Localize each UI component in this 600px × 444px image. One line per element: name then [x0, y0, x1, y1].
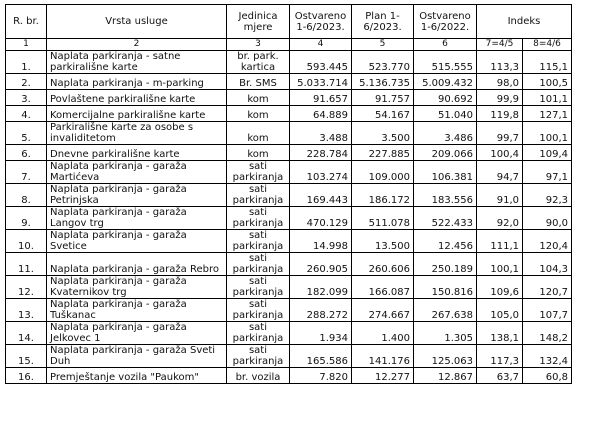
index-vs-2022-cell: 100,1 [523, 122, 572, 145]
table-row [6, 184, 572, 207]
unit-of-measure-cell: sati parkiranja [227, 184, 290, 207]
plan-2023-cell: 1.400 [352, 322, 414, 345]
realized-2023-cell: 593.445 [290, 51, 352, 74]
plan-2023-cell: 3.500 [352, 122, 414, 145]
table-row [6, 51, 572, 74]
index-vs-plan-cell: 98,0 [477, 74, 523, 90]
col-number: 2 [47, 39, 227, 51]
realized-2022-cell: 12.867 [414, 368, 477, 384]
unit-of-measure-cell: kom [227, 145, 290, 161]
index-vs-plan-cell: 138,1 [477, 322, 523, 345]
realized-2023-cell: 288.272 [290, 299, 352, 322]
unit-of-measure-cell: sati parkiranja [227, 299, 290, 322]
header-indeks: Indeks [477, 5, 572, 39]
row-number-cell: 16. [6, 368, 47, 384]
services-table [5, 4, 572, 384]
index-vs-plan-cell: 63,7 [477, 368, 523, 384]
plan-2023-cell: 523.770 [352, 51, 414, 74]
realized-2022-cell: 150.816 [414, 276, 477, 299]
realized-2023-cell: 7.820 [290, 368, 352, 384]
service-type-cell: Parkirališne karte za osobe s invaliditetom [47, 122, 227, 145]
service-type-cell: Naplata parkiranja - m-parking [47, 74, 227, 90]
plan-2023-cell: 511.078 [352, 207, 414, 230]
index-vs-plan-cell: 100,1 [477, 253, 523, 276]
plan-2023-cell: 166.087 [352, 276, 414, 299]
realized-2022-cell: 250.189 [414, 253, 477, 276]
row-number-cell: 1. [6, 51, 47, 74]
realized-2023-cell: 64.889 [290, 106, 352, 122]
table-row [6, 106, 572, 122]
table-row [6, 253, 572, 276]
header-row [6, 5, 572, 39]
realized-2022-cell: 12.456 [414, 230, 477, 253]
row-number-cell: 12. [6, 276, 47, 299]
realized-2023-cell: 14.998 [290, 230, 352, 253]
col-number: 5 [352, 39, 414, 51]
services-table-wrapper [5, 4, 572, 384]
table-row [6, 299, 572, 322]
header-plan-2023: Plan 1-6/2023. [352, 5, 414, 39]
header-rbr: R. br. [6, 5, 47, 39]
index-vs-2022-cell: 120,7 [523, 276, 572, 299]
service-type-cell: Naplata parkiranja - garaža Kvaternikov trg [47, 276, 227, 299]
column-number-row [6, 39, 572, 51]
realized-2022-cell: 125.063 [414, 345, 477, 368]
index-vs-2022-cell: 132,4 [523, 345, 572, 368]
realized-2022-cell: 106.381 [414, 161, 477, 184]
service-type-cell: Dnevne parkirališne karte [47, 145, 227, 161]
row-number-cell: 15. [6, 345, 47, 368]
service-type-cell: Naplata parkiranja - garaža Martićeva [47, 161, 227, 184]
index-vs-plan-cell: 119,8 [477, 106, 523, 122]
index-vs-plan-cell: 94,7 [477, 161, 523, 184]
row-number-cell: 9. [6, 207, 47, 230]
table-row [6, 207, 572, 230]
index-vs-plan-cell: 117,3 [477, 345, 523, 368]
unit-of-measure-cell: sati parkiranja [227, 253, 290, 276]
col-number: 1 [6, 39, 47, 51]
unit-of-measure-cell: sati parkiranja [227, 161, 290, 184]
index-vs-plan-cell: 105,0 [477, 299, 523, 322]
plan-2023-cell: 274.667 [352, 299, 414, 322]
unit-of-measure-cell: sati parkiranja [227, 322, 290, 345]
plan-2023-cell: 109.000 [352, 161, 414, 184]
row-number-cell: 8. [6, 184, 47, 207]
index-vs-2022-cell: 120,4 [523, 230, 572, 253]
plan-2023-cell: 91.757 [352, 90, 414, 106]
plan-2023-cell: 227.885 [352, 145, 414, 161]
index-vs-plan-cell: 100,4 [477, 145, 523, 161]
plan-2023-cell: 13.500 [352, 230, 414, 253]
realized-2022-cell: 515.555 [414, 51, 477, 74]
header-jedinica-mjere: Jedinica mjere [227, 5, 290, 39]
realized-2023-cell: 103.274 [290, 161, 352, 184]
index-vs-plan-cell: 91,0 [477, 184, 523, 207]
col-number: 3 [227, 39, 290, 51]
col-number: 8=4/6 [523, 39, 572, 51]
header-vrsta-usluge: Vrsta usluge [47, 5, 227, 39]
header-ostvareno-2022: Ostvareno 1-6/2022. [414, 5, 477, 39]
table-row [6, 276, 572, 299]
service-type-cell: Naplata parkiranja - garaža Petrinjska [47, 184, 227, 207]
realized-2023-cell: 169.443 [290, 184, 352, 207]
service-type-cell: Komercijalne parkirališne karte [47, 106, 227, 122]
realized-2022-cell: 51.040 [414, 106, 477, 122]
service-type-cell: Naplata parkiranja - garaža Jelkovec 1 [47, 322, 227, 345]
realized-2023-cell: 182.099 [290, 276, 352, 299]
realized-2022-cell: 267.638 [414, 299, 477, 322]
table-row [6, 322, 572, 345]
row-number-cell: 13. [6, 299, 47, 322]
plan-2023-cell: 12.277 [352, 368, 414, 384]
service-type-cell: Naplata parkiranja - garaža Tuškanac [47, 299, 227, 322]
unit-of-measure-cell: sati parkiranja [227, 276, 290, 299]
service-type-cell: Naplata parkiranja - garaža Langov trg [47, 207, 227, 230]
table-body [6, 51, 572, 384]
col-number: 7=4/5 [477, 39, 523, 51]
realized-2023-cell: 470.129 [290, 207, 352, 230]
realized-2022-cell: 522.433 [414, 207, 477, 230]
header-ostvareno-2023: Ostvareno 1-6/2023. [290, 5, 352, 39]
realized-2023-cell: 3.488 [290, 122, 352, 145]
index-vs-plan-cell: 113,3 [477, 51, 523, 74]
index-vs-plan-cell: 99,9 [477, 90, 523, 106]
row-number-cell: 6. [6, 145, 47, 161]
service-type-cell: Naplata parkiranja - garaža Svetice [47, 230, 227, 253]
unit-of-measure-cell: kom [227, 90, 290, 106]
unit-of-measure-cell: kom [227, 122, 290, 145]
realized-2023-cell: 5.033.714 [290, 74, 352, 90]
service-type-cell: Naplata parkiranja - garaža Sveti Duh [47, 345, 227, 368]
col-number: 4 [290, 39, 352, 51]
unit-of-measure-cell: sati parkiranja [227, 207, 290, 230]
col-number: 6 [414, 39, 477, 51]
index-vs-plan-cell: 99,7 [477, 122, 523, 145]
realized-2023-cell: 91.657 [290, 90, 352, 106]
row-number-cell: 7. [6, 161, 47, 184]
plan-2023-cell: 186.172 [352, 184, 414, 207]
table-row [6, 161, 572, 184]
plan-2023-cell: 5.136.735 [352, 74, 414, 90]
index-vs-2022-cell: 101,1 [523, 90, 572, 106]
service-type-cell: Premještanje vozila "Paukom" [47, 368, 227, 384]
table-row [6, 74, 572, 90]
realized-2022-cell: 5.009.432 [414, 74, 477, 90]
index-vs-plan-cell: 92,0 [477, 207, 523, 230]
plan-2023-cell: 260.606 [352, 253, 414, 276]
realized-2022-cell: 183.556 [414, 184, 477, 207]
row-number-cell: 11. [6, 253, 47, 276]
row-number-cell: 2. [6, 74, 47, 90]
index-vs-2022-cell: 109,4 [523, 145, 572, 161]
table-row [6, 145, 572, 161]
index-vs-2022-cell: 100,5 [523, 74, 572, 90]
unit-of-measure-cell: Br. SMS [227, 74, 290, 90]
realized-2023-cell: 1.934 [290, 322, 352, 345]
index-vs-2022-cell: 127,1 [523, 106, 572, 122]
table-row [6, 368, 572, 384]
realized-2023-cell: 228.784 [290, 145, 352, 161]
index-vs-2022-cell: 90,0 [523, 207, 572, 230]
index-vs-2022-cell: 104,3 [523, 253, 572, 276]
unit-of-measure-cell: sati parkiranja [227, 230, 290, 253]
index-vs-plan-cell: 109,6 [477, 276, 523, 299]
realized-2023-cell: 260.905 [290, 253, 352, 276]
table-row [6, 122, 572, 145]
row-number-cell: 4. [6, 106, 47, 122]
index-vs-2022-cell: 148,2 [523, 322, 572, 345]
table-row [6, 230, 572, 253]
unit-of-measure-cell: kom [227, 106, 290, 122]
index-vs-2022-cell: 115,1 [523, 51, 572, 74]
unit-of-measure-cell: br. park. kartica [227, 51, 290, 74]
index-vs-2022-cell: 92,3 [523, 184, 572, 207]
index-vs-2022-cell: 107,7 [523, 299, 572, 322]
index-vs-plan-cell: 111,1 [477, 230, 523, 253]
row-number-cell: 3. [6, 90, 47, 106]
row-number-cell: 5. [6, 122, 47, 145]
service-type-cell: Naplata parkiranja - garaža Rebro [47, 253, 227, 276]
plan-2023-cell: 54.167 [352, 106, 414, 122]
index-vs-2022-cell: 97,1 [523, 161, 572, 184]
unit-of-measure-cell: sati parkiranja [227, 345, 290, 368]
table-row [6, 345, 572, 368]
service-type-cell: Naplata parkiranja - satne parkirališne karte [47, 51, 227, 74]
unit-of-measure-cell: br. vozila [227, 368, 290, 384]
realized-2023-cell: 165.586 [290, 345, 352, 368]
realized-2022-cell: 3.486 [414, 122, 477, 145]
table-row [6, 90, 572, 106]
realized-2022-cell: 209.066 [414, 145, 477, 161]
plan-2023-cell: 141.176 [352, 345, 414, 368]
realized-2022-cell: 90.692 [414, 90, 477, 106]
row-number-cell: 10. [6, 230, 47, 253]
service-type-cell: Povlaštene parkirališne karte [47, 90, 227, 106]
row-number-cell: 14. [6, 322, 47, 345]
realized-2022-cell: 1.305 [414, 322, 477, 345]
index-vs-2022-cell: 60,8 [523, 368, 572, 384]
